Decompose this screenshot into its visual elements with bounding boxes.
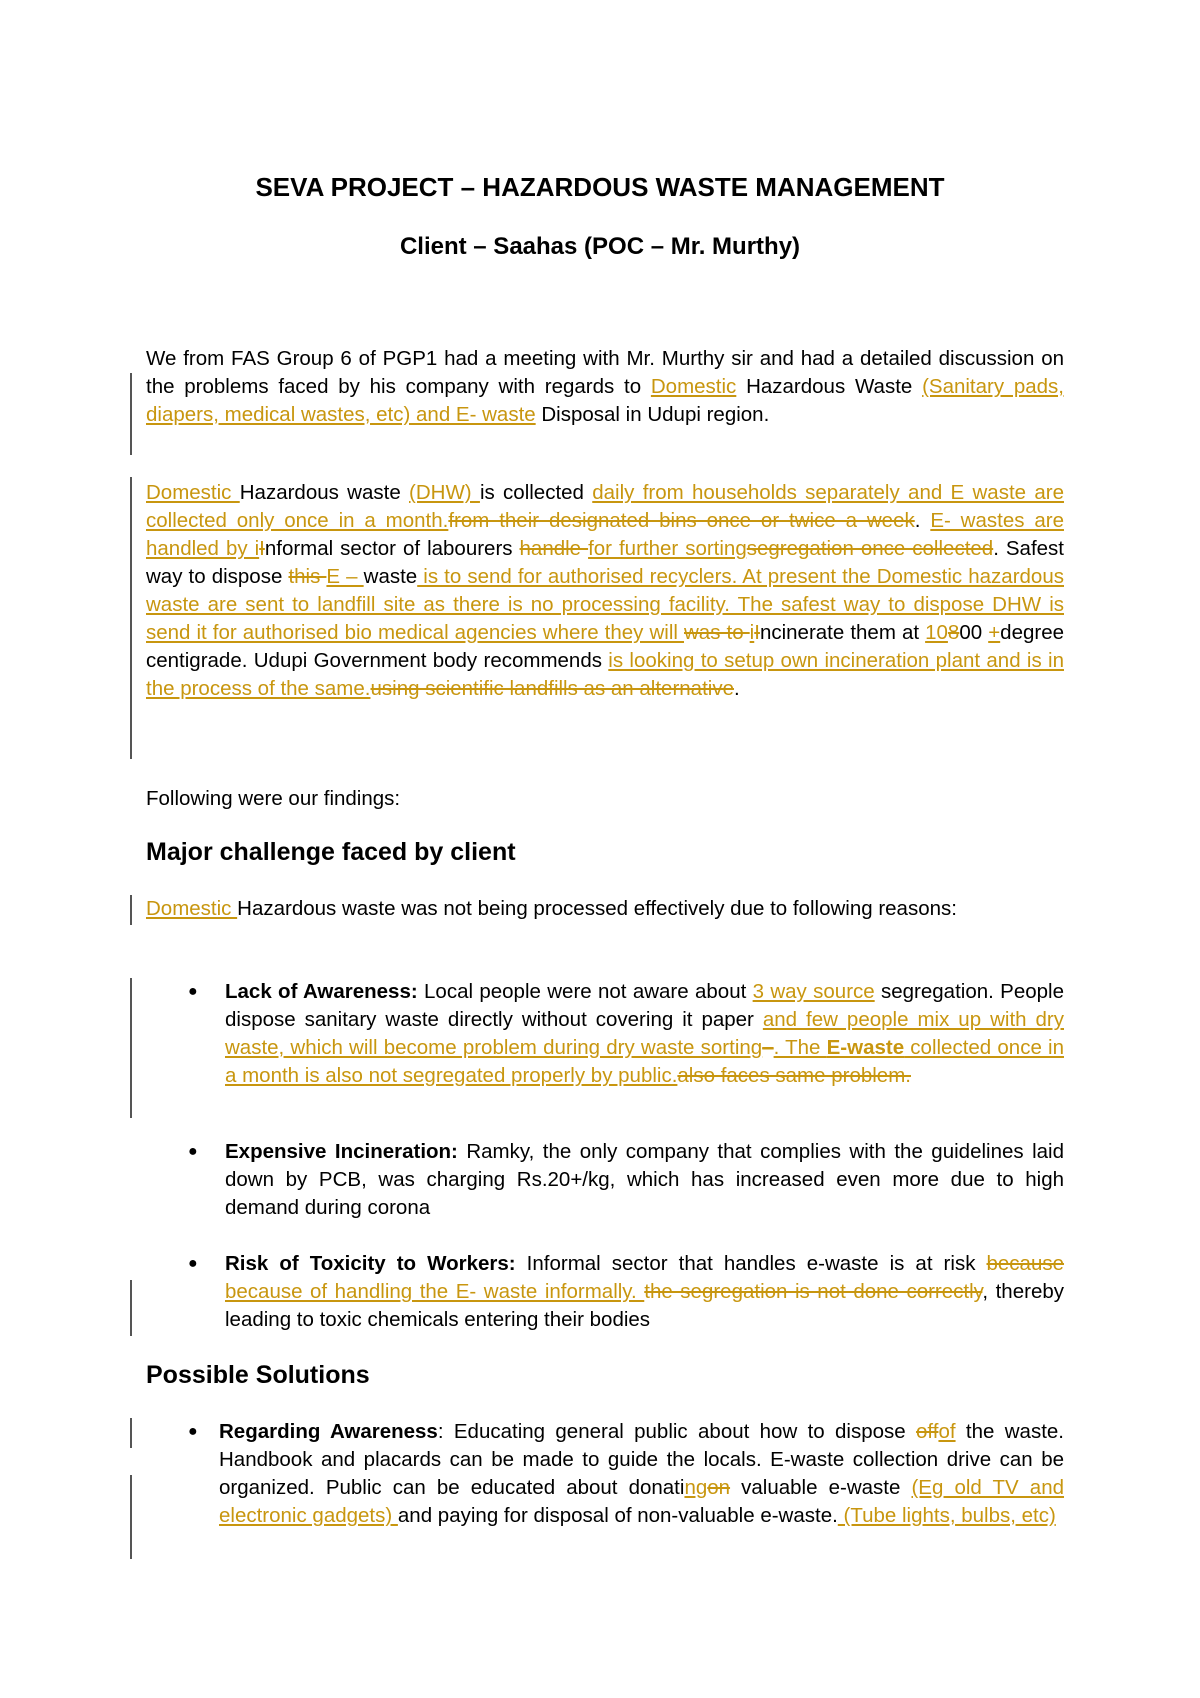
inserted-text: for further sorting <box>588 537 747 560</box>
text-run: Disposal in Udupi region. <box>535 403 770 426</box>
deleted-text: was to <box>684 621 750 644</box>
item-label: Regarding Awareness <box>219 1420 438 1443</box>
heading-challenge: Major challenge faced by client <box>146 838 516 866</box>
change-bar <box>130 895 132 925</box>
text-run: segregation. People dispose sanitary waste directly without covering it paper <box>225 980 1064 1031</box>
inserted-text: because of handling the E- waste informally. <box>225 1280 645 1303</box>
list-item <box>225 1138 1064 1222</box>
text-run: 00 <box>959 621 989 644</box>
deleted-text: I <box>259 537 265 560</box>
text-run: Hazardous Waste <box>736 375 923 398</box>
deleted-text: – <box>762 1036 774 1059</box>
text-run: is collected <box>479 481 593 504</box>
inserted-text: + <box>988 621 1001 644</box>
change-bar <box>130 1418 132 1448</box>
change-bar <box>130 978 132 1118</box>
change-bar <box>130 1280 132 1336</box>
findings-intro: Following were our findings: <box>146 787 401 810</box>
inserted-text: E – <box>326 565 364 588</box>
item-label: Expensive Incineration: <box>225 1140 458 1163</box>
inserted-text: Domestic <box>650 375 737 398</box>
deleted-text: 8 <box>947 621 960 644</box>
challenge-intro <box>146 895 1064 923</box>
text-run: . <box>733 677 740 700</box>
heading-solutions: Possible Solutions <box>146 1361 370 1389</box>
inserted-text: (Sanitary pads, diapers, medical wastes, etc) and E- waste <box>146 375 1064 426</box>
change-bar <box>130 1475 132 1559</box>
inserted-text: and few people mix up with dry waste, which will become problem during dry waste sorting <box>225 1008 1064 1059</box>
document-title: SEVA PROJECT – HAZARDOUS WASTE MANAGEMENT <box>255 172 945 202</box>
inserted-text: 3 way source <box>752 980 875 1003</box>
inserted-text: Domestic <box>146 481 240 504</box>
text-run: valuable e-waste <box>730 1476 912 1499</box>
inserted-text: (Eg old TV and electronic gadgets) <box>219 1476 1065 1527</box>
text-run: waste <box>363 565 418 588</box>
deleted-text: segregation once collected <box>746 537 994 560</box>
text-run: Local people were not aware about <box>417 980 753 1003</box>
item-label: Lack of Awareness: <box>225 980 418 1003</box>
deleted-text: handle <box>519 537 589 560</box>
text-run: . <box>914 509 931 532</box>
bullet-icon: ● <box>188 1143 198 1160</box>
text-run: : Educating general public about how to dispose <box>437 1420 917 1443</box>
text-run: . Safest way to dispose <box>146 537 1064 588</box>
deleted-text: the segregation is not done correctly <box>644 1280 983 1303</box>
deleted-text: on <box>707 1476 731 1499</box>
intro-paragraph <box>146 345 1064 429</box>
inserted-text: is to send for authorised recyclers. At present the Domestic hazardous waste are sent to landfill site as there is no processing facility. The safest way to dispose DHW is send it for authorised bio medical agencies where they will <box>146 565 1064 644</box>
deleted-text: off <box>916 1420 939 1443</box>
text-run: and paying for disposal of non-valuable e-waste. <box>397 1504 838 1527</box>
deleted-text: this <box>288 565 327 588</box>
inserted-text: ng <box>684 1476 708 1499</box>
text-run: the waste. Handbook and placards can be made to guide the locals. E-waste collection drive can be organized. Public can be educated about donati <box>219 1420 1064 1499</box>
inserted-text: (DHW) <box>409 481 480 504</box>
inserted-text: is looking to setup own incineration plant and is in the process of the same. <box>146 649 1064 700</box>
deleted-text: using scientific landfills as an alternative <box>370 677 734 700</box>
bullet-icon: ● <box>188 983 198 1000</box>
text-run: Hazardous waste was not being processed effectively due to following reasons: <box>237 897 957 920</box>
text-run: , thereby leading to toxic chemicals entering their bodies <box>225 1280 1064 1331</box>
text-run: We from FAS Group 6 of PGP1 had a meeting with Mr. Murthy sir and had a detailed discussion on the problems faced by his company with regards to <box>146 347 1064 398</box>
inserted-text: collected once in a month is also not segregated properly by public. <box>225 1036 1064 1087</box>
list-item <box>219 1418 1064 1530</box>
text-run: Hazardous waste <box>239 481 410 504</box>
text-run: Informal sector that handles e-waste is at risk <box>515 1252 987 1275</box>
bullet-icon: ● <box>188 1423 198 1440</box>
inserted-text: i <box>749 621 755 644</box>
text-run: degree centigrade. Udupi Government body recommends <box>146 621 1065 672</box>
deleted-text: also faces same problem. <box>677 1064 911 1087</box>
inserted-text: 10 <box>925 621 948 644</box>
list-item <box>225 1250 1064 1334</box>
text-run: nformal sector of labourers <box>264 537 520 560</box>
deleted-text: because <box>986 1252 1065 1275</box>
deleted-text: from their designated bins once or twice a week <box>448 509 915 532</box>
document-subtitle: Client – Saahas (POC – Mr. Murthy) <box>399 233 801 260</box>
inserted-text: (Tube lights, bulbs, etc) <box>837 1504 1056 1527</box>
inserted-text: . The <box>773 1036 827 1059</box>
bullet-icon: ● <box>188 1255 198 1272</box>
inserted-text: Domestic <box>146 897 238 920</box>
collection-paragraph <box>146 479 1064 703</box>
list-item <box>225 978 1064 1090</box>
inserted-text: E- wastes are handled by i <box>146 509 1064 560</box>
text-run: ncinerate them at <box>759 621 926 644</box>
change-bar <box>130 373 132 455</box>
deleted-text: I <box>754 621 760 644</box>
change-bar <box>130 477 132 759</box>
text-run: Ramky, the only company that complies with the guidelines laid down by PCB, was charging Rs.20+/kg, which has increased even more due to high demand during corona <box>225 1140 1064 1219</box>
inserted-text: E-waste <box>826 1036 905 1059</box>
item-label: Risk of Toxicity to Workers: <box>225 1252 516 1275</box>
inserted-text: of <box>938 1420 956 1443</box>
inserted-text: daily from households separately and E waste are collected only once in a month. <box>146 481 1064 532</box>
